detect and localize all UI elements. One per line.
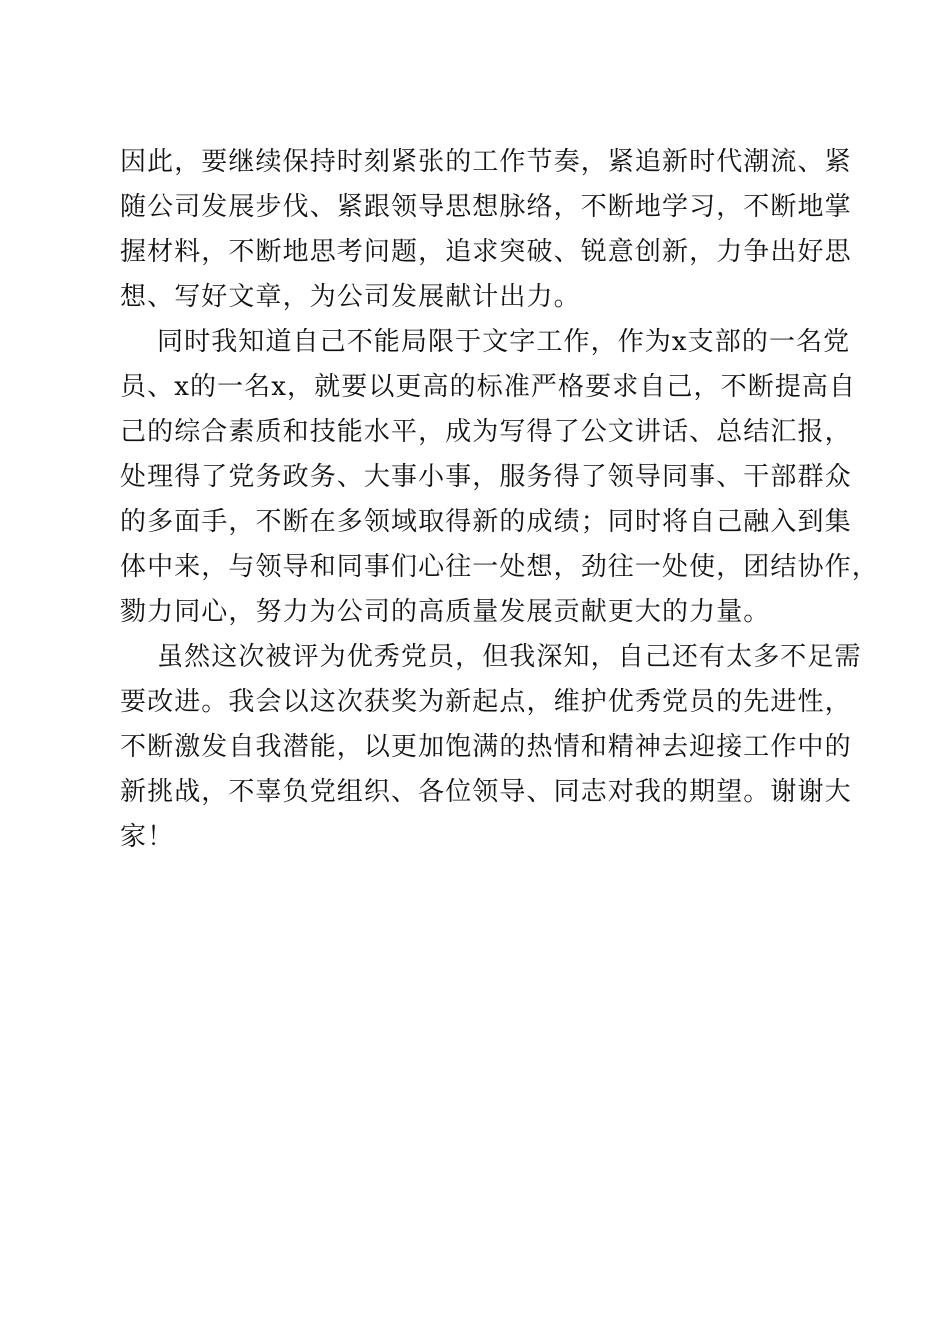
document-body (120, 140, 879, 860)
paragraph-3 (120, 635, 862, 860)
text-line: 家！ (120, 822, 175, 852)
paragraph-1 (120, 140, 852, 320)
text-line: 因此，要继续保持时刻紧张的工作节奏，紧追新时代潮流、紧 (120, 147, 852, 177)
text-line: 勠力同心，努力为公司的高质量发展贡献更大的力量。 (120, 597, 771, 627)
text-line: 同时我知道自己不能局限于文字工作，作为x支部的一名党 (157, 327, 851, 357)
text-line: 己的综合素质和技能水平，成为写得了公文讲话、总结汇报， (120, 417, 852, 447)
text-line: 不断激发自我潜能，以更加饱满的热情和精神去迎接工作中的 (120, 732, 852, 762)
text-line: 员、x的一名x，就要以更高的标准严格要求自己，不断提高自 (120, 372, 857, 402)
text-line: 新挑战，不辜负党组织、各位领导、同志对我的期望。谢谢大 (120, 777, 852, 807)
text-line: 随公司发展步伐、紧跟领导思想脉络，不断地学习，不断地掌 (120, 192, 852, 222)
text-line: 处理得了党务政务、大事小事，服务得了领导同事、干部群众 (120, 462, 852, 492)
text-line: 要改进。我会以这次获奖为新起点，维护优秀党员的先进性， (120, 687, 852, 717)
text-line: 的多面手，不断在多领域取得新的成绩；同时将自己融入到集 (120, 507, 852, 537)
text-line: 体中来，与领导和同事们心往一处想，劲往一处使，团结协作， (120, 552, 879, 582)
text-line: 虽然这次被评为优秀党员，但我深知，自己还有太多不足需 (157, 642, 862, 672)
paragraph-2 (120, 320, 879, 635)
text-line: 握材料，不断地思考问题，追求突破、锐意创新，力争出好思 (120, 237, 852, 267)
text-line: 想、写好文章，为公司发展献计出力。 (120, 282, 581, 312)
